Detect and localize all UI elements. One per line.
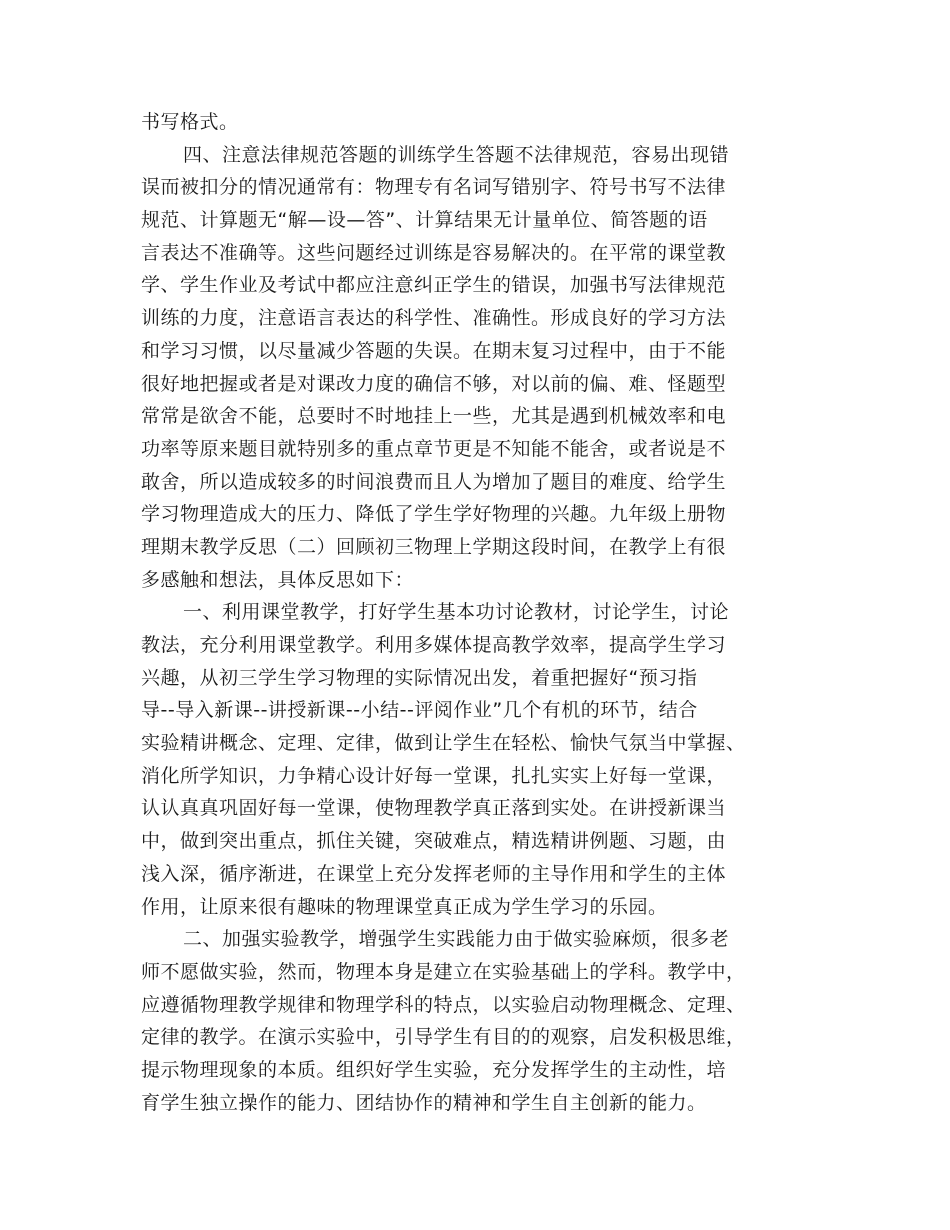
text-line: 二、加强实验教学，增强学生实践能力由于做实验麻烦，很多老 [183,928,730,951]
text-line: 很好地把握或者是对课改力度的确信不够，对以前的偏、难、怪题型 [141,372,727,395]
text-line: 导--导入新课--讲授新课--小结--评阅作业”几个有机的环节，结合 [141,699,698,722]
text-line: 书写格式。 [141,111,239,133]
text-line: 消化所学知识，力争精心设计好每一堂课，扎扎实实上好每一堂课， [141,764,727,787]
text-line: 训练的力度，注意语言表达的科学性、准确性。形成良好的学习方法 [141,307,727,330]
text-line: 定律的教学。在演示实验中，引导学生有目的的观察，启发积极思维， [141,1026,746,1049]
text-line: 教法，充分利用课堂教学。利用多媒体提高教学效率，提高学生学习 [141,634,727,656]
text-line: 师不愿做实验，然而，物理本身是建立在实验基础上的学科。教学中， [141,960,746,983]
text-line: 实验精讲概念、定理、定律，做到让学生在轻松、愉快气氛当中掌握、 [141,732,746,755]
text-line: 学、学生作业及考试中都应注意纠正学生的错误，加强书写法律规范 [141,274,727,297]
text-line: 认认真真巩固好每一堂课，使物理教学真正落到实处。在讲授新课当 [141,797,727,820]
text-line: 理期末教学反思（二）回顾初三物理上学期这段时间，在教学上有很 [141,535,727,558]
text-line: 和学习习惯，以尽量减少答题的失误。在期末复习过程中，由于不能 [141,339,727,362]
text-line: 浅入深，循序渐进，在课堂上充分发挥老师的主导作用和学生的主体 [141,862,727,885]
text-line: 多感触和想法，具体反思如下： [141,568,415,591]
text-line: 育学生独立操作的能力、团结协作的精神和学生自主创新的能力。 [141,1091,707,1114]
text-line: 一、利用课堂教学，打好学生基本功讨论教材，讨论学生，讨论 [183,601,730,624]
text-line: 学习物理造成大的压力、降低了学生学好物理的兴趣。九年级上册物 [141,503,727,526]
text-line: 提示物理现象的本质。组织好学生实验，充分发挥学生的主动性，培 [141,1058,727,1081]
text-line: 误而被扣分的情况通常有：物理专有名词写错别字、符号书写不法律 [141,176,727,199]
text-line: 言表达不准确等。这些问题经过训练是容易解决的。在平常的课堂教 [141,241,727,264]
text-line: 敢舍，所以造成较多的时间浪费而且人为增加了题目的难度、给学生 [141,470,727,493]
text-line: 四、注意法律规范答题的训练学生答题不法律规范，容易出现错 [183,143,730,166]
document-body [141,106,801,1119]
text-line: 规范、计算题无“解—设—答”、计算结果无计量单位、简答题的语 [141,209,708,232]
text-line: 功率等原来题目就特别多的重点章节更是不知能不能舍，或者说是不 [141,437,727,460]
text-line: 中，做到突出重点，抓住关键，突破难点，精选精讲例题、习题，由 [141,830,727,853]
text-line: 应遵循物理教学规律和物理学科的特点，以实验启动物理概念、定理、 [141,993,746,1016]
text-line: 兴趣，从初三学生学习物理的实际情况出发，着重把握好“预习指 [141,666,698,689]
text-line: 作用，让原来很有趣味的物理课堂真正成为学生学习的乐园。 [141,895,668,918]
text-line: 常常是欲舍不能，总要时不时地挂上一些，尤其是遇到机械效率和电 [141,405,727,428]
